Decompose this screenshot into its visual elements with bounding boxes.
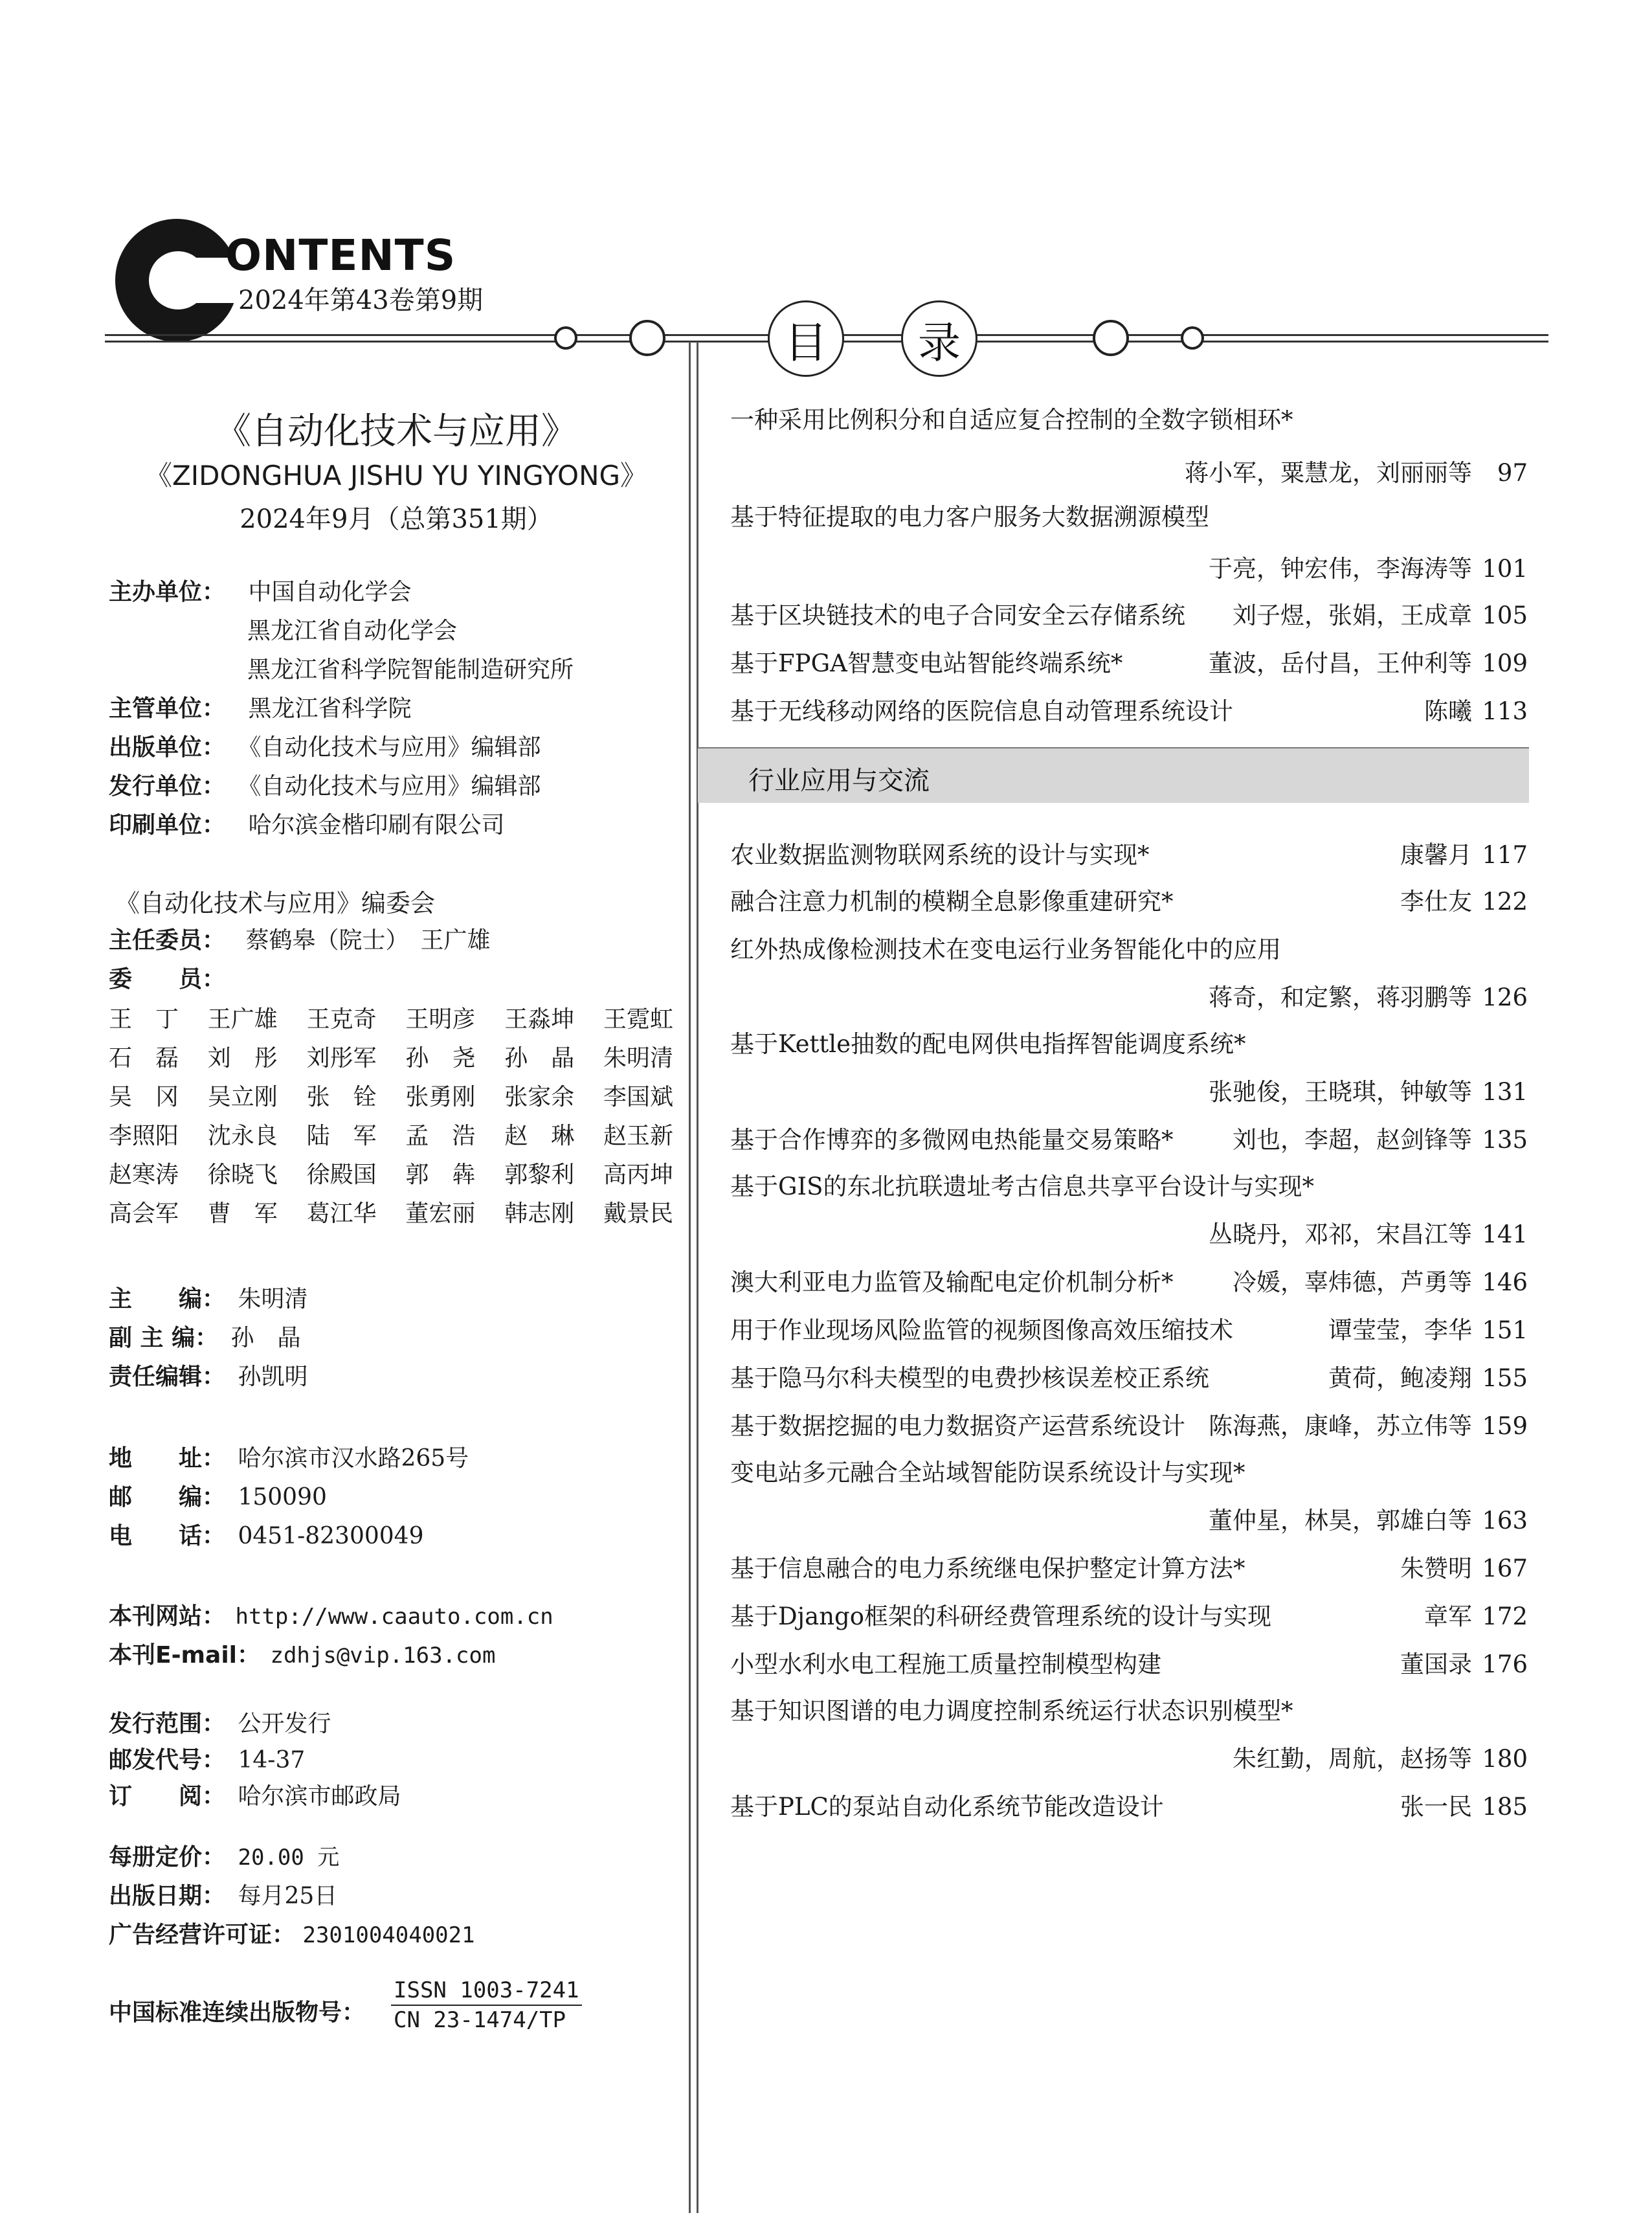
member-name: 吴 冈	[109, 1084, 179, 1110]
deputy-editor-label: 副 主 编：	[109, 1325, 219, 1351]
toc-entry-title[interactable]: 一种采用比例积分和自适应复合控制的全数字锁相环*	[730, 406, 1293, 434]
toc-entry-page: 151	[1482, 1316, 1528, 1344]
responsible-editor-value: 孙凯明	[238, 1364, 308, 1390]
toc-entry-page: 109	[1482, 649, 1528, 677]
column-divider-right	[697, 342, 698, 2213]
toc-entry-page: 131	[1482, 1078, 1528, 1106]
member-name: 王广雄	[207, 1006, 278, 1033]
toc-entry-title[interactable]: 基于GIS的东北抗联遗址考古信息共享平台设计与实现*	[730, 1173, 1315, 1200]
member-name: 刘彤军	[306, 1045, 377, 1072]
member-name: 董宏丽	[405, 1200, 476, 1227]
member-name: 高丙坤	[603, 1162, 673, 1188]
toc-entry-title[interactable]: 基于数据挖掘的电力数据资产运营系统设计	[730, 1412, 1185, 1440]
member-name: 李国斌	[603, 1084, 673, 1110]
member-name: 葛江华	[306, 1200, 377, 1227]
toc-entry-page: 167	[1482, 1555, 1528, 1582]
scope-value: 公开发行	[238, 1711, 331, 1737]
sponsor-1: 中国自动化学会	[248, 579, 412, 605]
toc-entry-title[interactable]: 融合注意力机制的模糊全息影像重建研究*	[730, 888, 1174, 916]
pubdate-value: 每月25日	[238, 1883, 338, 1909]
toc-entry-page: 185	[1482, 1793, 1528, 1821]
publisher-row	[109, 729, 541, 762]
board-members-label: 委 员：	[109, 966, 226, 993]
postcode-row	[109, 1479, 327, 1512]
toc-entry-title[interactable]: 基于知识图谱的电力调度控制系统运行状态识别模型*	[730, 1697, 1293, 1725]
toc-entry-title[interactable]: 基于信息融合的电力系统继电保护整定计算方法*	[730, 1555, 1245, 1582]
issn-numbers	[391, 1976, 582, 2034]
toc-entry-page: 141	[1482, 1220, 1528, 1248]
email-label: 本刊E-mail：	[109, 1642, 261, 1669]
printer-value: 哈尔滨金楷印刷有限公司	[248, 812, 505, 838]
toc-entry-title[interactable]: 基于Kettle抽数的配电网供电指挥智能调度系统*	[730, 1030, 1246, 1058]
toc-entry-page: 159	[1482, 1412, 1528, 1440]
board-chair-label: 主任委员：	[109, 927, 226, 954]
toc-entry-authors: 章军	[1424, 1602, 1472, 1630]
toc-entry-meta	[1400, 835, 1528, 870]
scope-label: 发行范围：	[109, 1711, 226, 1737]
toc-entry-page: 105	[1482, 601, 1528, 629]
supervisor-label: 主管单位：	[109, 695, 226, 722]
member-name: 赵寒涛	[109, 1162, 179, 1188]
sponsor-label: 主办单位：	[109, 579, 226, 605]
cn-number: CN 23-1474/TP	[394, 2007, 566, 2033]
toc-entry-meta	[1233, 1739, 1528, 1774]
toc-entry-meta	[1424, 1597, 1528, 1632]
members-row-1	[109, 1001, 673, 1034]
sponsor-3: 黑龙江省科学院智能制造研究所	[247, 657, 574, 683]
member-name: 刘 彤	[207, 1045, 278, 1072]
toc-entry-page: 180	[1482, 1745, 1528, 1773]
email-link[interactable]: zdhjs@vip.163.com	[270, 1643, 496, 1669]
license-row	[109, 1917, 475, 1950]
toc-entry-title[interactable]: 基于PLC的泵站自动化系统节能改造设计	[730, 1793, 1164, 1821]
member-name: 张家余	[504, 1084, 575, 1110]
toc-entry-authors: 陈曦	[1424, 697, 1472, 725]
members-row-5	[109, 1156, 673, 1189]
toc-entry-meta	[1400, 1787, 1528, 1822]
member-name: 孟 浩	[405, 1123, 476, 1149]
toc-entry-title[interactable]: 基于无线移动网络的医院信息自动管理系统设计	[730, 697, 1233, 725]
toc-entry-meta	[1424, 691, 1528, 726]
issn-number: ISSN 1003-7241	[391, 1976, 582, 2006]
scope-row	[109, 1705, 331, 1738]
supervisor-value: 黑龙江省科学院	[248, 695, 412, 722]
member-name: 徐晓飞	[207, 1162, 278, 1188]
address-value: 哈尔滨市汉水路265号	[238, 1445, 469, 1472]
member-name: 朱明清	[603, 1045, 673, 1072]
member-name: 戴景民	[603, 1200, 673, 1227]
toc-title-char-2: 录	[901, 300, 977, 377]
postal-code-label: 邮发代号：	[109, 1747, 226, 1773]
member-name: 孙 晶	[504, 1045, 575, 1072]
member-name: 沈永良	[207, 1123, 278, 1149]
subscribe-value: 哈尔滨市邮政局	[238, 1783, 401, 1810]
chief-editor-value: 朱明清	[238, 1286, 308, 1312]
section-header	[698, 747, 1529, 803]
toc-entry-authors: 冷媛，辜炜德，芦勇等	[1233, 1268, 1472, 1296]
member-name: 韩志刚	[504, 1200, 575, 1227]
toc-entry-title[interactable]: 基于Django框架的科研经费管理系统的设计与实现	[730, 1602, 1271, 1630]
member-name: 郭 犇	[405, 1162, 476, 1188]
member-name: 王霓虹	[603, 1006, 673, 1033]
editorial-board-title: 《自动化技术与应用》编委会	[115, 889, 436, 917]
toc-entry-meta	[1400, 1549, 1528, 1584]
member-name: 李照阳	[109, 1123, 179, 1149]
member-name: 赵 琳	[504, 1123, 575, 1149]
toc-entry-authors: 丛晓丹，邓祁，宋昌江等	[1209, 1220, 1472, 1248]
toc-entry-authors: 刘也，李超，赵剑锋等	[1233, 1126, 1472, 1154]
toc-entry-authors: 陈海燕，康峰，苏立伟等	[1209, 1412, 1472, 1440]
address-label: 地 址：	[109, 1445, 226, 1472]
member-name: 陆 军	[306, 1123, 377, 1149]
toc-entry-title[interactable]: 红外热成像检测技术在变电运行业务智能化中的应用	[730, 936, 1281, 963]
toc-entry-authors: 于亮，钟宏伟，李海涛等	[1209, 555, 1472, 583]
postcode-label: 邮 编：	[109, 1484, 226, 1511]
toc-entry-title[interactable]: 用于作业现场风险监管的视频图像高效压缩技术	[730, 1316, 1233, 1344]
chief-editor-label: 主 编：	[109, 1286, 226, 1312]
license-value: 2301004040021	[302, 1922, 475, 1948]
distributor-label: 发行单位：	[109, 773, 226, 800]
member-name: 张勇刚	[405, 1084, 476, 1110]
members-row-3	[109, 1079, 673, 1112]
license-label: 广告经营许可证：	[109, 1922, 296, 1948]
price-value: 20.00 元	[238, 1845, 340, 1871]
toc-entry-title[interactable]: 基于特征提取的电力客户服务大数据溯源模型	[730, 503, 1209, 531]
toc-entry-authors: 黄荷，鲍凌翔	[1328, 1364, 1472, 1392]
toc-entry-meta	[1209, 1501, 1528, 1536]
toc-entry-meta	[1209, 978, 1528, 1013]
toc-entry-title[interactable]: 小型水利水电工程施工质量控制模型构建	[730, 1650, 1161, 1678]
toc-entry-page: 126	[1482, 984, 1528, 1011]
toc-entry-authors: 朱赞明	[1400, 1555, 1472, 1582]
toc-entry-page: 155	[1482, 1364, 1528, 1392]
phone-value: 0451-82300049	[238, 1523, 424, 1549]
member-name: 孙 尧	[405, 1045, 476, 1072]
email-row	[109, 1637, 495, 1670]
price-row	[109, 1839, 339, 1872]
responsible-editor-label: 责任编辑：	[109, 1364, 226, 1390]
toc-entry-meta	[1233, 1120, 1528, 1155]
toc-entry-meta	[1400, 882, 1528, 917]
toc-entry-page: 101	[1482, 555, 1528, 583]
address-row	[109, 1440, 469, 1473]
member-name: 王 丁	[109, 1006, 179, 1033]
toc-entry-authors: 康馨月	[1400, 841, 1472, 869]
printer-label: 印刷单位：	[109, 812, 226, 838]
decor-circle-small-right	[1181, 326, 1204, 350]
toc-entry-page: 172	[1482, 1602, 1528, 1630]
decor-circle-small-left	[554, 326, 577, 350]
magazine-title: 《自动化技术与应用》	[215, 410, 577, 453]
phone-label: 电 话：	[109, 1523, 226, 1549]
member-name: 郭黎利	[504, 1162, 575, 1188]
postal-code-row	[109, 1742, 305, 1775]
toc-entry-title[interactable]: 农业数据监测物联网系统的设计与实现*	[730, 841, 1150, 869]
deputy-editor-row	[109, 1320, 301, 1353]
toc-entry-title[interactable]: 基于FPGA智慧变电站智能终端系统*	[730, 649, 1123, 677]
distributor-value: 《自动化技术与应用》编辑部	[238, 773, 541, 800]
member-name: 徐殿国	[306, 1162, 377, 1188]
printer-row	[109, 807, 504, 840]
toc-entry-authors: 李仕友	[1400, 888, 1472, 916]
website-row	[109, 1598, 553, 1631]
toc-entry-title[interactable]: 基于区块链技术的电子合同安全云存储系统	[730, 601, 1185, 629]
toc-entry-meta	[1400, 1645, 1528, 1680]
toc-entry-authors: 董国录	[1400, 1650, 1472, 1678]
members-row-4	[109, 1118, 673, 1151]
issn-label: 中国标准连续出版物号：	[109, 1999, 366, 2026]
toc-entry-page: 176	[1482, 1650, 1528, 1678]
member-name: 王明彦	[405, 1006, 476, 1033]
toc-entry-title[interactable]: 变电站多元融合全站域智能防误系统设计与实现*	[730, 1459, 1245, 1487]
member-name: 王淼坤	[504, 1006, 575, 1033]
toc-entry-meta	[1328, 1358, 1528, 1393]
magazine-date: 2024年9月（总第351期）	[240, 504, 553, 534]
toc-entry-meta	[1209, 1406, 1528, 1441]
deputy-editor-value: 孙 晶	[230, 1325, 301, 1351]
decor-circle-medium-left	[629, 320, 665, 356]
website-label: 本刊网站：	[109, 1603, 226, 1630]
toc-entry-meta	[1209, 1072, 1528, 1107]
toc-entry-title[interactable]: 澳大利亚电力监管及输配电定价机制分析*	[730, 1268, 1174, 1296]
member-name: 赵玉新	[603, 1123, 673, 1149]
publisher-value: 《自动化技术与应用》编辑部	[238, 734, 541, 761]
decor-circle-medium-right	[1093, 320, 1129, 356]
toc-entry-authors: 刘子煜，张娟，王成章	[1233, 601, 1472, 629]
members-row-6	[109, 1195, 673, 1228]
toc-entry-meta	[1328, 1310, 1528, 1345]
supervisor-row	[109, 690, 411, 723]
toc-entry-page: 135	[1482, 1126, 1528, 1154]
toc-entry-title[interactable]: 基于隐马尔科夫模型的电费抄核误差校正系统	[730, 1364, 1209, 1392]
toc-entry-authors: 张驰俊，王晓琪，钟敏等	[1209, 1078, 1472, 1106]
board-chair-value: 蔡鹤皋（院士） 王广雄	[245, 927, 491, 954]
section-title: 行业应用与交流	[748, 766, 930, 796]
toc-entry-title[interactable]: 基于合作博弈的多微网电热能量交易策略*	[730, 1126, 1174, 1154]
publisher-label: 出版单位：	[109, 734, 226, 761]
toc-entry-meta	[1209, 1215, 1528, 1250]
toc-entry-meta	[1209, 549, 1528, 584]
toc-entry-authors: 谭莹莹，李华	[1328, 1316, 1472, 1344]
toc-entry-meta	[1209, 644, 1528, 679]
chief-editor-row	[109, 1281, 307, 1314]
member-name: 张 铨	[306, 1084, 377, 1110]
toc-entry-page: 117	[1482, 841, 1528, 869]
toc-entry-page: 122	[1482, 888, 1528, 916]
toc-entry-authors: 蒋小军，粟慧龙，刘丽丽等	[1185, 459, 1472, 487]
toc-entry-page: 146	[1482, 1268, 1528, 1296]
sponsor-row	[109, 574, 411, 607]
subscribe-label: 订 阅：	[109, 1783, 226, 1810]
pubdate-row	[109, 1878, 337, 1911]
member-name: 吴立刚	[207, 1084, 278, 1110]
toc-entry-authors: 张一民	[1400, 1793, 1472, 1821]
toc-entry-authors: 朱红勤，周航，赵扬等	[1233, 1745, 1472, 1773]
postcode-value: 150090	[238, 1484, 327, 1511]
issue-info: 2024年第43卷第9期	[238, 286, 484, 315]
responsible-editor-row	[109, 1358, 307, 1391]
contents-heading: ONTENTS	[225, 230, 456, 280]
toc-entry-page: 97	[1497, 459, 1528, 487]
toc-entry-authors: 董仲星，林昊，郭雄白等	[1209, 1507, 1472, 1535]
phone-row	[109, 1518, 423, 1551]
toc-entry-meta	[1185, 453, 1528, 488]
member-name: 王克奇	[306, 1006, 377, 1033]
toc-title-char-1: 目	[768, 300, 844, 377]
postal-code-value: 14-37	[238, 1747, 306, 1773]
distributor-row	[109, 768, 541, 801]
price-label: 每册定价：	[109, 1844, 226, 1871]
toc-entry-page: 113	[1482, 697, 1528, 725]
column-divider-left	[689, 342, 691, 2213]
member-name: 高会军	[109, 1200, 179, 1227]
board-chair-row	[109, 922, 490, 955]
member-name: 曹 军	[207, 1200, 278, 1227]
toc-entry-meta	[1233, 1263, 1528, 1298]
board-members-label-row	[109, 961, 225, 994]
toc-entry-page: 163	[1482, 1507, 1528, 1535]
toc-entry-authors: 蒋奇，和定繁，蒋羽鹏等	[1209, 984, 1472, 1011]
pubdate-label: 出版日期：	[109, 1883, 226, 1909]
toc-entry-meta	[1233, 596, 1528, 631]
members-row-2	[109, 1040, 673, 1073]
member-name: 石 磊	[109, 1045, 179, 1072]
sponsor-2: 黑龙江省自动化学会	[247, 618, 458, 644]
magazine-pinyin: 《ZIDONGHUA JISHU YU YINGYONG》	[144, 460, 648, 491]
toc-entry-authors: 董波，岳付昌，王仲利等	[1209, 649, 1472, 677]
website-link[interactable]: http://www.caauto.com.cn	[235, 1604, 553, 1630]
subscribe-row	[109, 1778, 401, 1811]
